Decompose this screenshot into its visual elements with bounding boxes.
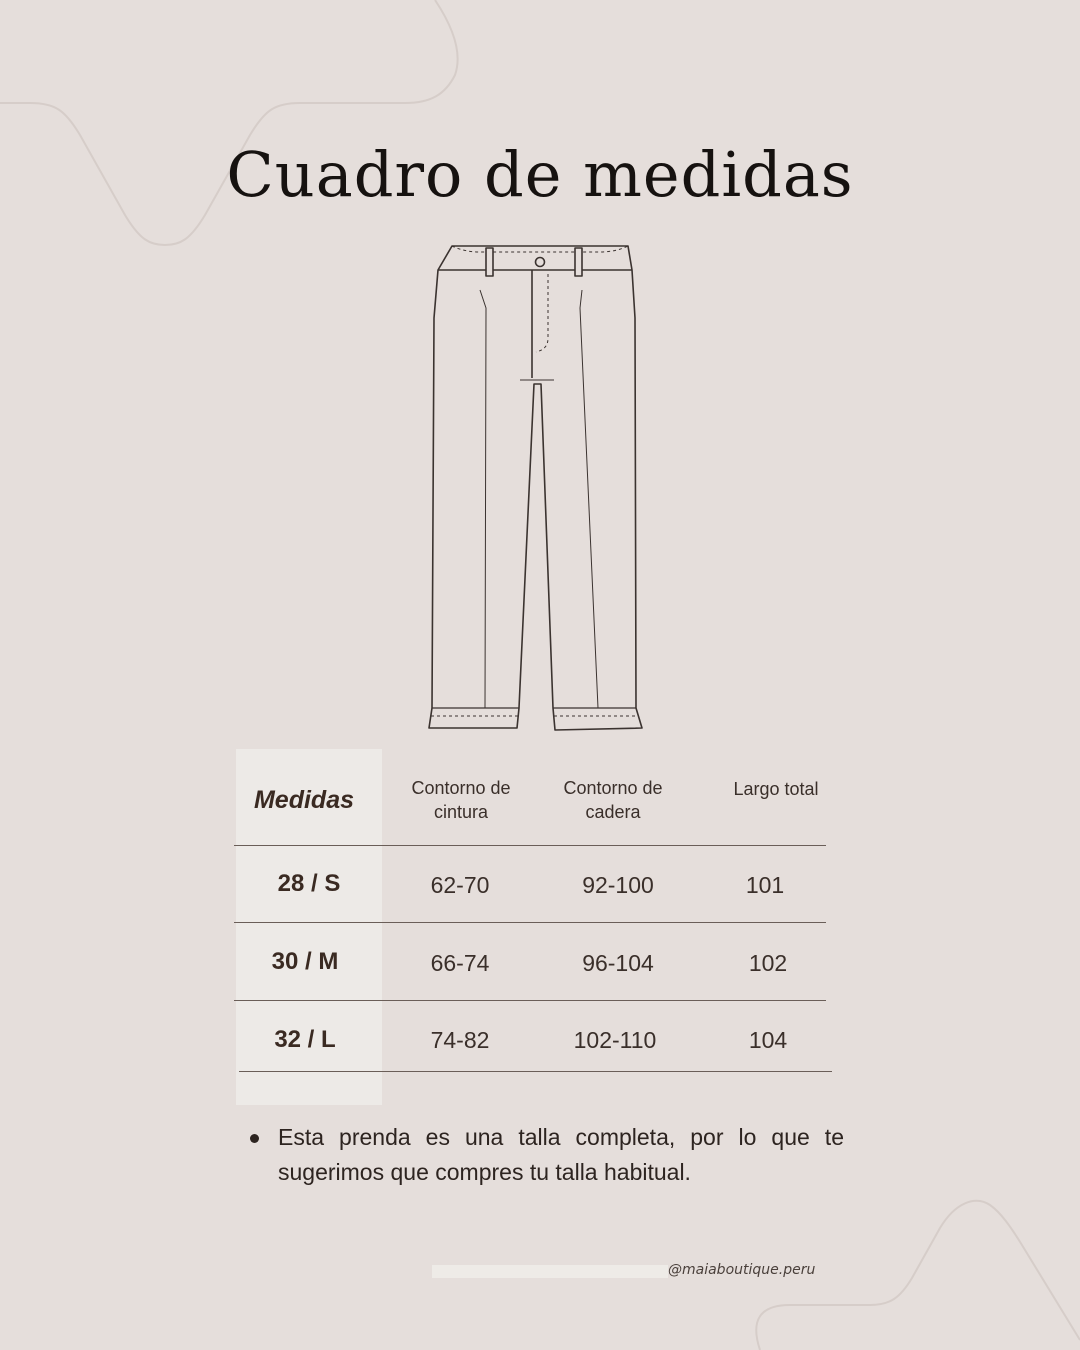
hip-value: 102-110 bbox=[573, 1027, 657, 1053]
table-divider bbox=[234, 1000, 826, 1001]
column-header-hip: Contorno de cadera bbox=[563, 778, 663, 822]
handle-bar bbox=[432, 1265, 668, 1278]
waist-value: 66-74 bbox=[430, 950, 490, 976]
table-label-header: Medidas bbox=[253, 786, 355, 814]
table-divider bbox=[234, 922, 826, 923]
pants-technical-drawing-icon bbox=[420, 238, 660, 738]
bullet-icon bbox=[250, 1134, 259, 1143]
hip-value: 92-100 bbox=[582, 872, 654, 898]
instagram-handle: @maiaboutique.peru bbox=[668, 1262, 816, 1278]
size-label: 28 / S bbox=[277, 870, 341, 897]
length-value: 101 bbox=[745, 872, 785, 898]
waist-value: 74-82 bbox=[430, 1027, 490, 1053]
fit-note bbox=[250, 1120, 850, 1190]
waist-value: 62-70 bbox=[430, 872, 490, 898]
fit-note-text: Esta prenda es una talla completa, por lo que te sugerimos que compres tu talla habitual. bbox=[278, 1124, 844, 1185]
length-value: 102 bbox=[748, 950, 788, 976]
length-value: 104 bbox=[748, 1027, 788, 1053]
size-label: 30 / M bbox=[271, 948, 339, 975]
column-header-length: Largo total bbox=[733, 779, 819, 799]
hip-value: 96-104 bbox=[582, 950, 654, 976]
page-title: Cuadro de medidas bbox=[226, 138, 854, 211]
column-header-waist: Contorno de cintura bbox=[411, 778, 511, 822]
table-divider bbox=[234, 845, 826, 846]
size-label: 32 / L bbox=[274, 1026, 336, 1053]
table-divider bbox=[239, 1071, 832, 1072]
